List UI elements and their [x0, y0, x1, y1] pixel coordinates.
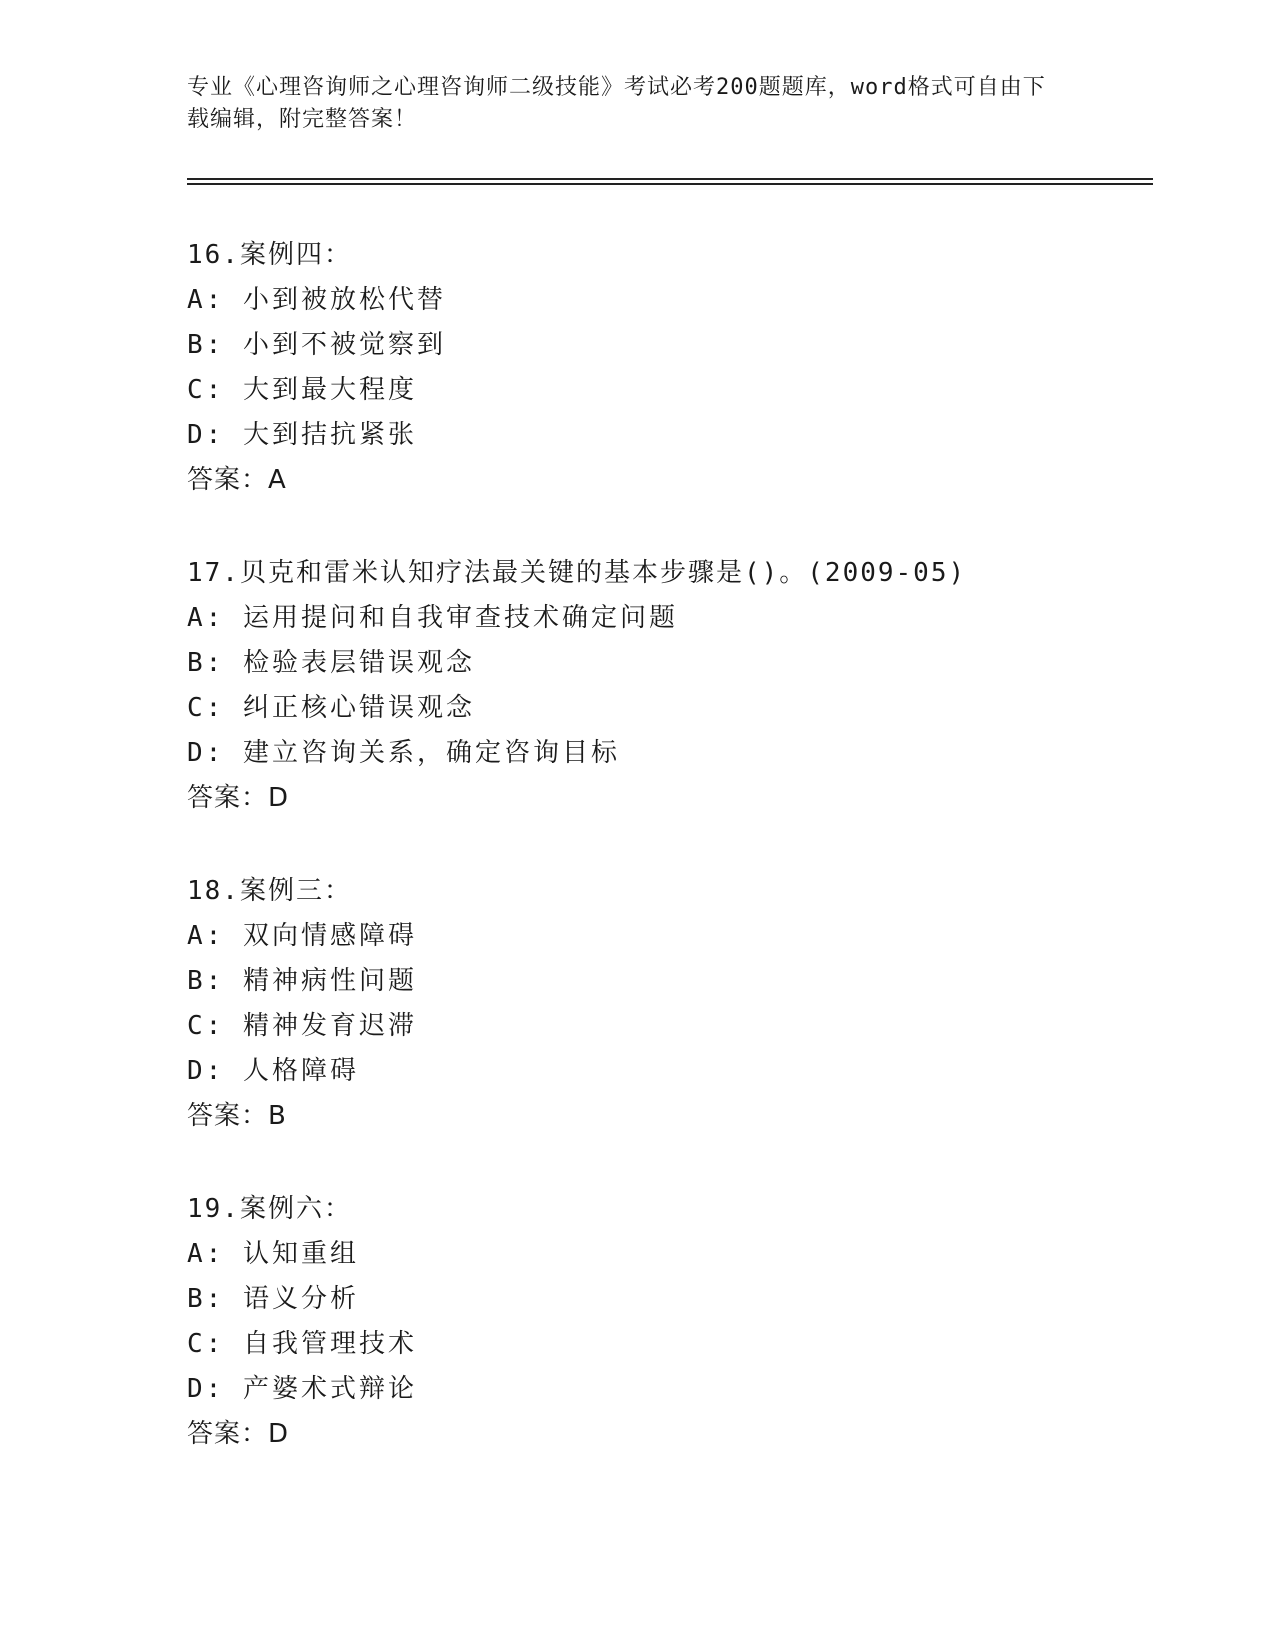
- option-c: C: 自我管理技术: [187, 1329, 417, 1359]
- answer-label: 答案：D: [187, 783, 290, 813]
- option-d: D: 建立咨询关系，确定咨询目标: [187, 738, 620, 768]
- question-16: [187, 233, 1147, 503]
- question-19: [187, 1187, 1147, 1457]
- option-a: A: 小到被放松代替: [187, 285, 446, 315]
- option-d: D: 产婆术式辩论: [187, 1374, 417, 1404]
- option-c: C: 大到最大程度: [187, 375, 417, 405]
- option-c: C: 纠正核心错误观念: [187, 693, 475, 723]
- header-divider-top: [187, 178, 1153, 180]
- option-b: B: 检验表层错误观念: [187, 648, 475, 678]
- question-stem: 16.案例四：: [187, 240, 352, 270]
- option-a: A: 双向情感障碍: [187, 921, 417, 951]
- document-header: 专业《心理咨询师之心理咨询师二级技能》考试必考200题题库，word格式可自由下载编辑，附完整答案！: [187, 75, 1046, 132]
- option-b: B: 语义分析: [187, 1284, 359, 1314]
- option-b: B: 精神病性问题: [187, 966, 417, 996]
- answer-label: 答案：B: [187, 1101, 287, 1131]
- option-c: C: 精神发育迟滞: [187, 1011, 417, 1041]
- question-stem: 19.案例六：: [187, 1194, 352, 1224]
- question-17: [187, 551, 1147, 821]
- option-a: A: 认知重组: [187, 1239, 359, 1269]
- option-d: D: 人格障碍: [187, 1056, 359, 1086]
- answer-label: 答案：A: [187, 465, 287, 495]
- question-stem: 17.贝克和雷米认知疗法最关键的基本步骤是()。(2009-05): [187, 558, 967, 588]
- option-a: A: 运用提问和自我审查技术确定问题: [187, 603, 678, 633]
- option-d: D: 大到拮抗紧张: [187, 420, 417, 450]
- header-divider-bottom: [187, 183, 1153, 185]
- answer-label: 答案：D: [187, 1419, 290, 1449]
- option-b: B: 小到不被觉察到: [187, 330, 446, 360]
- question-18: [187, 869, 1147, 1139]
- question-stem: 18.案例三：: [187, 876, 352, 906]
